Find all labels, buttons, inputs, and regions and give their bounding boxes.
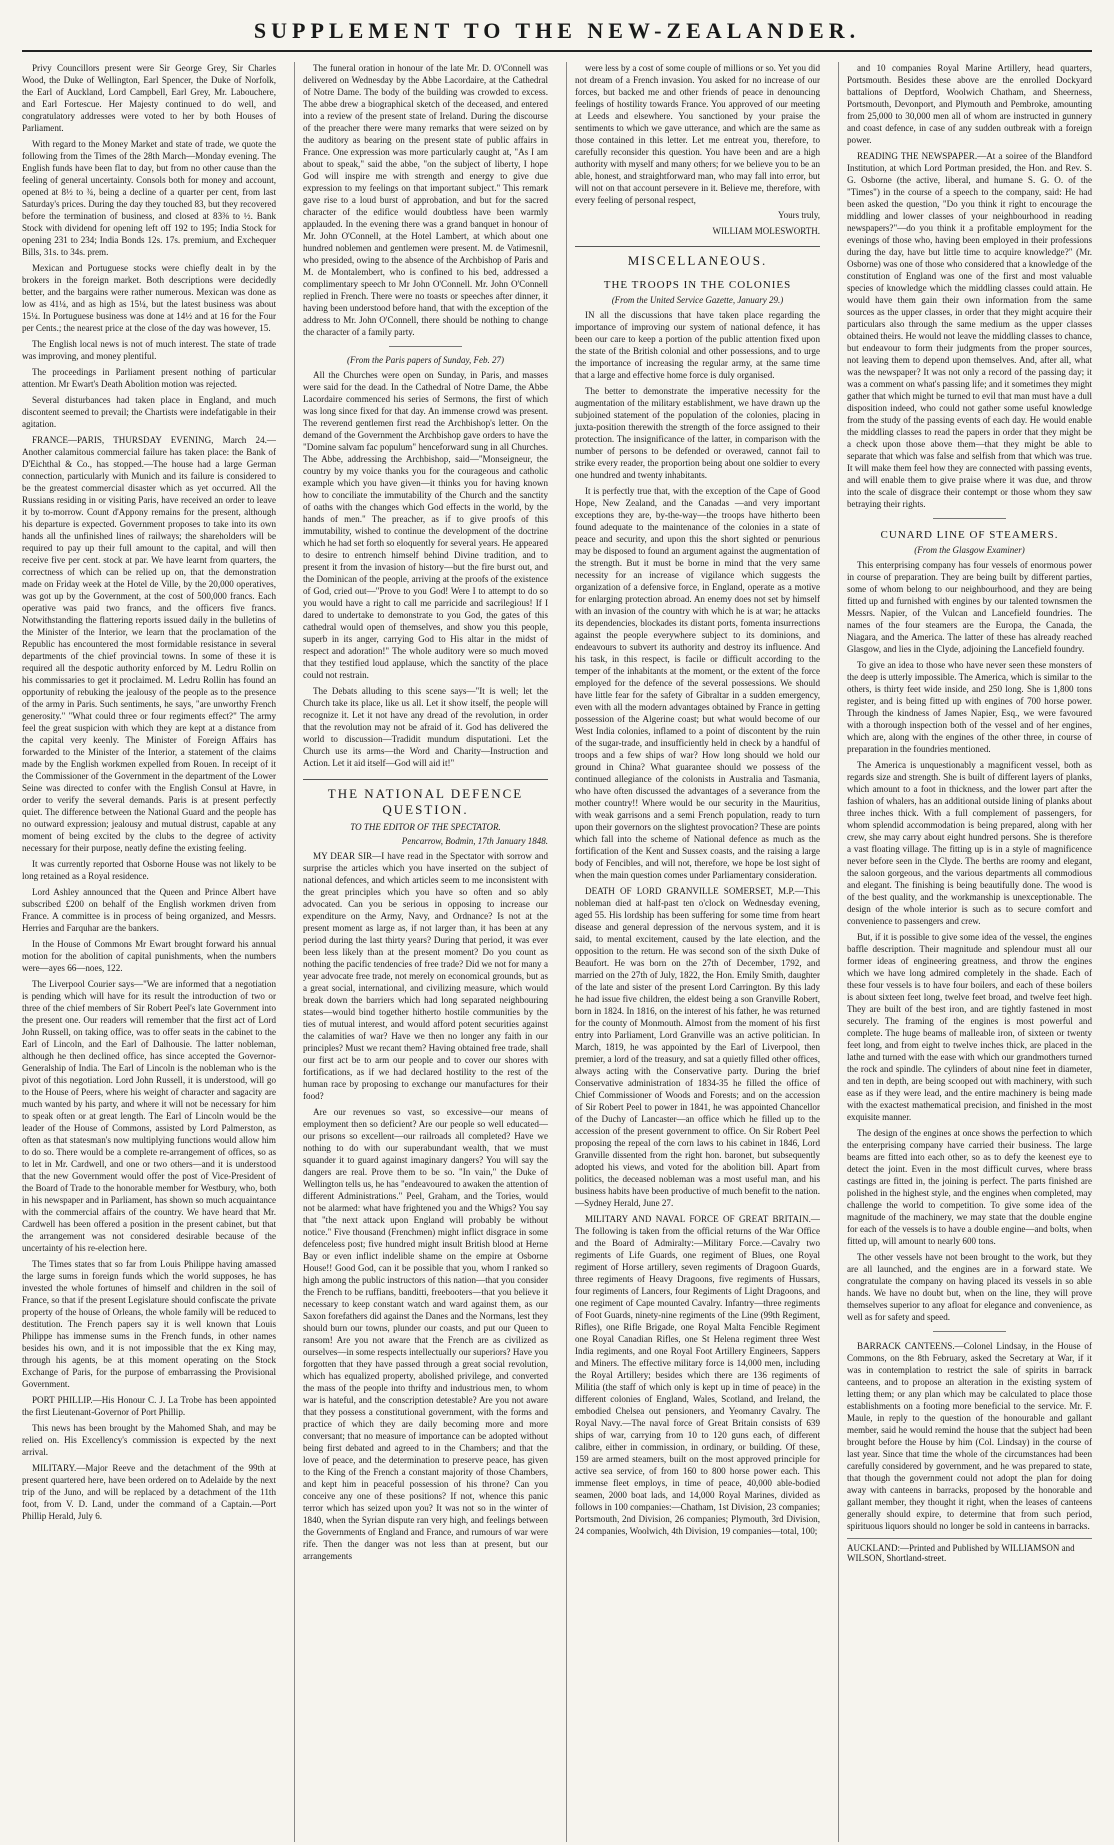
signature-name: WILLIAM MOLESWORTH. [712, 226, 820, 236]
divider [933, 1331, 1007, 1332]
section-title: THE NATIONAL DEFENCE QUESTION. [303, 779, 548, 818]
paragraph: The Liverpool Courier says—"We are informed that a negotiation is pending which will have for its result the introduction of two or three of the chief members of Sir Robert Peel's late Government into the present one. Our readers will remember that the first act of Lord John Russell, on taking office, was to offer seats in the cabinet to the Earl of Lincoln, and the Earl of Dalhousie. The latter nobleman, although he then declined office, has since accepted the Governor-Generalship of India. The Earl of Lincoln is the nobleman who is the pivot of this negotiation. Lord John Russell, it is understood, will go to the House of Peers, where his weight of character and sagacity are much wanted by his party, and where it will not be necessary for him to speak often or at great length. The Earl of Lincoln would be the leader of the House of Commons, assisted by Lord Palmerston, as often as that statesman's now multiplying functions would allow him to do so. There would be a complete re-arrangement of offices, so as to let in Mr. Cardwell, and one or two others—and it is understood that the new Government would offer the post of Vice-President of the Board of Trade to the honorable member for Westbury, who, both in his newspaper and in Parliament, has shown so much acquaintance with the commercial affairs of the country. We have heard that Mr. Cardwell has been offered a position in the present cabinet, but that the arrangement was not considered desirable because of the uncertainty of his re-election here. [22, 979, 276, 1253]
paragraph: Are our revenues so vast, so excessive—our means of employment then so deficient? Are our people so well educated—our prisons so excellent—our railroads all completed? Have we nothing to do with our superabundant wealth, that we must squander it to guard against imaginary dangers? You will say the dangers are real. Prove them to be so. "In vain," the Duke of Wellington tells us, he has "endeavoured to awaken the attention of different Administrations." Peel, Graham, and the Tories, would not be alarmed: what have frightened you and the Whigs? You say that "the next attack upon England will probably be without notice." Five thousand (Frenchmen) might inflict disgrace in some defenceless post; five hundred might insult British blood at Herne Bay or even inflict indelible shame on the empire at Osborne House!! Good God, can it be possible that you, whom I ranked so high among the public instructors of this nation—that you consider the French to be ruffians, banditti, freebooters—that you believe it necessary to keep constant watch and ward against them, as our Saxon forefathers did against the Danes and the Normans, lest they should burn our towns, plunder our coasts, and put our Queen to ransom! Are you not aware that the French are as civilized as ourselves—in some respects intellectually our superiors? Have you forgotten that they have passed through a great social revolution, which has equalized property, abolished privilege, and converted the mass of the people into thrifty and industrious men, to whom war is hateful, and the conscription detestable? Are you not aware that they possess a constitutional government, with the forms and practice of which they are daily becoming more and more conversant; that no measure of importance can be adopted without being first debated and agreed to in the Chambers; and that the love of peace, and the determination to preserve peace, has given to the King of the French a constant majority of those Chambers, and kept him in peaceful possession of his throne? Can you conceive any one of these positions? If not, whence this panic terror which has seized upon you? It was not so in the winter of 1840, when the Syrian dispute ran very high, and feelings between the Governments of England and France, and rumours of war were rife. Then the danger was not less than at present, but our arrangements [303, 1107, 548, 1561]
paragraph: The Debats alluding to this scene says—"It is well; let the Church take its place, like us all. Let it show itself, the people will recognize it. Let it not have any dread of the revolution, in order that the revolution may not be afraid of it. God has delivered the world to discussion—Tradidit mundum disputationi. Let the Church use its arms—the Word and Charity—Instruction and Action. Let it aid itself—God will aid it!" [303, 686, 548, 768]
paragraph: Lord Ashley announced that the Queen and Prince Albert have subscribed £200 on behalf of the English workmen driven from France. A committee is in process of being organized, and Messrs. Herries and Farquhar are the bankers. [22, 887, 276, 933]
masthead: SUPPLEMENT TO THE NEW-ZEALANDER. [22, 18, 1092, 52]
paragraph: Privy Councillors present were Sir George Grey, Sir Charles Wood, the Duke of Wellington, Earl Spencer, the Duke of Norfolk, the Earl of Auckland, Lord Campbell, Earl Grey, Mr. Labouchere, and Earl Fortescue. Her Majesty continued to do well, and congratulatory addresses were voted to her by both Houses of Parliament. [22, 63, 276, 133]
paragraph: DEATH OF LORD GRANVILLE SOMERSET, M.P.—This nobleman died at half-past ten o'clock on Wednesday evening, aged 55. His lordship has been suffering for some time from heart disease and general depression of the nervous system, and it is said, to mental excitement, caused by the late election, and the opposition to the return. He was second son of the sixth Duke of Beaufort. He was born on the 27th of December, 1792, and married on the 27th of July, 1822, the Hon. Emily Smith, daughter of the late and sister of the present Lord Carrington. By this lady he had issue five children, the eldest being a son Granville Robert, born in 1824. In 1816, on the interest of his father, he was returned for the county of Monmouth. Almost from the moment of his first entry into Parliament, Lord Granville was an active politician. In March, 1819, he was appointed by the Earl of Liverpool, then premier, a lord of the treasury, and sat a quietly filled other offices, always acting with the Conservative party. During the brief Conservative administration of 1834-35 he filled the office of Chief Commissioner of Woods and Forests; and on the accession of Sir Robert Peel to power in 1841, he was appointed Chancellor of the Duchy of Lancaster—an office which he filled up to the accession of the present government to office. On Sir Robert Peel proposing the repeal of the corn laws to his cabinet in 1846, Lord Granville dissented from the right hon. baronet, but subsequently adopted his views, and voted for the abolition bill. Apart from politics, the deceased nobleman was a most useful man, and his business habits have been productive of much benefit to the nation.—Sydney Herald, June 27. [575, 886, 820, 1208]
paragraph: Several disturbances had taken place in England, and much discontent seemed to prevail; the Chartists were indefatigable in their agitation. [22, 395, 276, 429]
paragraph: The proceedings in Parliament present nothing of particular attention. Mr Ewart's Death Abolition motion was rejected. [22, 367, 276, 389]
imprint: AUCKLAND:—Printed and Published by WILLIAMSON and WILSON, Shortland-street. [847, 1538, 1092, 1563]
paragraph: To give an idea to those who have never seen these monsters of the deep is utterly impossible. The America, which is similar to the others, is thirty feet wide inside, and 250 long. She is 1,800 tons register, and is being fitted up with engines of 700 horse power. Through the kindness of James Napier, Esq., we were favoured with a thorough inspection both of the vessel and of her engines, which are, along with the engines of the other three, in course of preparation in the foundries mentioned. [847, 660, 1092, 754]
paragraph: BARRACK CANTEENS.—Colonel Lindsay, in the House of Commons, on the 8th February, asked the Secretary at War, if it was in contemplation to restrict the sale of spirits in barrack canteens, and to propose an alteration in the existing system of letting them; or any plan which may be calculated to place those establishments on a footing more beneficial to the service. Mr. F. Maule, in reply to the question of the honourable and gallant member, said he would remind the house that the subject had been brought before the House by him (Col. Lindsay) in the course of last year. Since that time the whole of the circumstances had been carefully considered by government, and he was prepared to state, that though the government could not adopt the plan for doing away with canteens in barracks, proposed by the honorable and gallant member, they thought it right, when the leases of canteens generally should expire, to determine that from such period, spirituous liquors should no longer be sold in canteens in barracks. [847, 1341, 1092, 1531]
paragraph: MILITARY AND NAVAL FORCE OF GREAT BRITAIN.—The following is taken from the official returns of the War Office and the Board of Admiralty:—Military Force.—Cavalry two regiments of Life Guards, one regiment of Blues, one Royal regiment of Horse artillery, seven regiments of Dragoon Guards, three regiments of Heavy Dragoons, five regiments of Hussars, four regiments of Lancers, four Regiments of Light Dragoons, and one regiment of Cape mounted Cavalry. Infantry—three regiments of Foot Guards, ninety-nine regiments of the Line (99th Regiment, Rifles), one Rifle Brigade, one Royal Malta Fencible Regiment one Royal Canadian Rifles, one St Helena regiment three West India regiments, and one Royal Foot Artillery Engineers, Sappers and Miners. The effective military force is 14,000 men, including the Royal Artillery; besides which there are 136 regiments of Militia (the staff of which only is kept up in time of peace) in the different colonies of England, Wales, Scotland, and Ireland, the embodied Chelsea out pensioners, and Yeomanry Cavalry. The Royal Navy.—The naval force of Great Britain consists of 639 ships of war, carrying from 10 to 120 guns each, of different calibre, either in commission, in ordinary, or building. Of these, 159 are armed steamers, built on the most approved principle for active sea service, of from 160 to 800 horse power each. This immense fleet employs, in time of peace, 40,000 able-bodied seamen, 2000 boat lads, and 14,000 Royal Marines, divided as follows in 100 companies:—Chatham, 1st Division, 23 companies; Portsmouth, 2nd Division, 26 companies; Plymouth, 3rd Division, 24 companies, Woolwich, 4th Division, 19 companies—total, 100; [575, 1214, 820, 1536]
section-source: (From the Paris papers of Sunday, Feb. 27) [347, 355, 504, 365]
section-title: THE TROOPS IN THE COLONIES [603, 279, 792, 291]
paragraph: and 10 companies Royal Marine Artillery, head quarters, Portsmouth. Besides these above are the enrolled Dockyard battalions of Deptford, Woolwich Chatham, and Sheerness, Portsmouth, Devonport, and Plymouth and Pembroke, amounting from 25,000 to 30,000 men all of whom are instructed in gunnery and coast defence, in case of any sudden outbreak with a foreign power. [847, 63, 1092, 145]
paragraph: All the Churches were open on Sunday, in Paris, and masses were said for the dead. In the Cathedral of Notre Dame, the Abbe Lacordaire commenced his series of Sermons, the first of which was long since fixed for that day. An immense crowd was present. The reverend gentlemen first read the Archbishop's letter. On the demand of the Government the Archbishop gave orders to have the "Domine salvam fac populum" henceforward sung in all Churches. The Abbe, addressing the Archbishop, said—"Monseigneur, the country by my voice thanks you for the courageous and catholic example which you have given—it thinks you for having known how to conciliate the immutability of the Church and the sanctity of oaths with the changes which God effects in the world, by the hands of men." The preacher, as if to give proofs of this immutability, wished to continue the development of the doctrine which he had set forth so eloquently for several years. He appeared to desire to entrench himself behind Divine tradition, and to present it from the invasion of history—but the fire burst out, and the Dominican of the people, arriving at the proofs of the existence of God, cried out—"Prove to you God! Were I to attempt to do so you would have a right to call me parricide and sacrilegious! If I dared to undertake to demonstrate to you God, the gates of this cathedral would open of themselves, and show you this people, superb in its anger, carrying God to His altar in the midst of respect and adoration!" The whole auditory were so much moved that they testified loud applause, which the sanctity of the place could not restrain. [303, 370, 548, 680]
paragraph: The Times states that so far from Louis Philippe having amassed the large sums in foreign funds which the world supposes, he has invested the whole fortunes of himself and children in the soil of France, so that if the present Legislature should confiscate the private property of the house of Orleans, the whole family will be reduced to destitution. The French papers say it is well known that Louis Philippe has immense sums in the French funds, in other names besides his own, and it is not impossible that the ex King may, through his agents, be at this moment operating on the Stock Exchange of Paris, for the purpose of embarrassing the Provisional Government. [22, 1259, 276, 1389]
paragraph: This enterprising company has four vessels of enormous power in course of preparation. They are being built by different parties, some of whom belong to our neighbourhood, and they are being fitted up and furnished with engines by our talented townsmen the Messrs. Napier, of the Vulcan and Lancefield foundries. The names of the four steamers are the Europa, the Canada, the Niagara, and the America. The latter of these has already reached Glasgow, and lies in the Clyde, adjoining the Lancefield foundry. [847, 560, 1092, 654]
paragraph: With regard to the Money Market and state of trade, we quote the following from the Times of the 28th March—Monday evening. The English funds have been flat to day, but from no other cause than the feeling of general uncertainty. Consols both for money and account, opened at 8½ to ¾, being a decline of a quarter per cent, from last Saturday's prices. During the day they touched 83, but they recovered before the termination of business, and closed at 83⅜ to ½. Bank Stock with dividend for opening left off 192 to 195; India Stock for opening 231 to 234; India Bonds 12s. 17s. premium, and Exchequer Bills, 31s. to 34s. prem. [22, 139, 276, 257]
section-subtitle: TO THE EDITOR OF THE SPECTATOR. [350, 822, 501, 832]
paragraph: But, if it is possible to give some idea of the vessel, the engines baffle description. Their magnitude and splendour must all our former ideas of engineering greatness, and throw the engines which we have long admired completely in the shade. Each of these four vessels is to have four boilers, and each of these boilers is about sixteen feet long, twelve feet broad, and twelve feet high. They are built of the best iron, and are tightly fastened in most securely. The framing of the engines is most powerful and complete. The huge beams of malleable iron, of sixteen or twenty feet long, and from eight to twelve inches thick, are placed in the lathe and turned with the ease with which our grandmothers turned the rock and spindle. The cylinders of about nine feet in diameter, and ten in depth, are being scooped out with machinery, with such ease as if they were lead, and the entire machinery is being made with the exactest mathematical precision, and finished in the most exquisite manner. [847, 932, 1092, 1122]
paragraph: In the House of Commons Mr Ewart brought forward his annual motion for the abolition of capital punishments, when the numbers were—ayes 66—noes, 122. [22, 939, 276, 973]
paragraph: It is perfectly true that, with the exception of the Cape of Good Hope, New Zealand, and the Canadas —and very important exceptions they are, by-the-way—the troops have hitherto been found adequate to the maintenance of the colonies in a state of peace and security, and upon this the short sighted or penurious may be disposed to found an argument against the augmentation of the strength. But it must be borne in mind that the very same necessity for an increase of vigilance which suggests the organization of a defensive force, in England, operate as a motive for enlarging protection abroad. An enemy does not set by himself with an invasion of the country with which he is at war; he attacks its dependencies, blockades its distant ports, fomenta insurrections against the people everywhere subject to its dominions, and endeavours to subvert its authority and destroy its influence. And his task, in this respect, is facile or difficult according to the temper of the inhabitants at the moment, or the extent of the force employed for the defence of the several possessions. We should have little fear for the safety of Gibraltar in a sudden emergency, even with all the modern advantages obtained by France in getting possession of the Algerine coast; but what would become of our West India colonies, inflamed to a point of discontent by the ruin of the sugar-trade, and insufficiently held in check by a handful of troops and a few ships of war? How long should we hold our ground in China? What guarantee should we possess of the continued allegiance of the colonists in Australia and Tasmania, who have often discussed the advantages of a severance from the mother country!! Where would be our security in the Mauritius, with weak garrisons and a semi French population, ready to turn upon their governors on the slightest provocation? These are points which fall into the scheme of National defence as much as the fortification of the Kent and Sussex coasts, and the raising a large body of Fencibles, and will not, therefore, we hope be lost sight of when the main question comes under Parliamentary consideration. [575, 486, 820, 880]
paragraph: FRANCE—PARIS, THURSDAY EVENING, March 24.—Another calamitous commercial failure has taken place: the Bank of D'Eichthal & Co., has stopped.—The house had a large German connection, particularly with Munich and its failure is considered to be the greatest commercial disaster which as yet occurred. All the Russians residing in or visiting Paris, have received an order to leave it by to-morrow. Count d'Appony remains for the present, although his departure is expected. Government proposes to take into its own hands all the unfinished lines of railways; the shareholders will be required to pay up their full amount to the capital, and will then receive five per cent. stock at par. We have learnt from quarters, the correctness of which can be relied up on, that the demonstration made on Friday week at the Hotel de Ville, by the 20,000 operatives, was got up by the Government, at the cost of 500,000 francs. Each operative was paid two francs, and the officers five francs. Notwithstanding the flattering reports issued daily in the bulletins of the Minister of the Interior, we learn that the proclamation of the Republic has encountered the most formidable resistance in several departments of the chief provincial towns. In some of these it is required all the despotic authority enforced by M. Ledru Rollin on his commissaries to get it proclaimed. M. Ledru Rollin has found an opportunity of rebuking the jealousy of the people as to the presence of the army in Paris. Such sentiments, he says, "are unworthy French generosity." "What could three or four regiments effect?" The army feel the great suspicion with which they are kept at a distance from the capital very keenly. The Minister of Foreign Affairs has forwarded to the Minister of the Interior, a statement of the claims made by the English workmen expelled from Rouen. In receipt of it the Commissioner of the Government in the department of the Lower Seine was directed to confer with the English Consul at Havre, in order to verify the several demands. Paris is at present perfectly quiet. The difference between the National Guard and the people has no outward expression; jealousy and mutual distrust, capable at any moment of being excited by the clubs to the degree of activity necessary for their purpose, neatly define the existing feeling. [22, 435, 276, 853]
paragraph: The design of the engines at once shows the perfection to which the enterprising company have carried their business. The large beams are fitted into each other, so as to defy the keenest eye to detect the joint. Even in the most difficult curves, where brass castings are fitted in, the joining is perfect. The parts finished are polished in the highest style, and the engines when completed, may challenge the world to competition. To give some idea of the magnitude of the machinery, we may state that the double engine for each of the vessels is to have a double engine—and bolts, when fitted up, will amount to nearly 600 tons. [847, 1128, 1092, 1246]
paragraph: MY DEAR SIR—I have read in the Spectator with sorrow and surprise the articles which you have inserted on the subject of national defences, and which articles seem to me inconsistent with the great principles which you have so often and so ably advocated. Can you be serious in opposing to increase our expenditure on the Army, Navy, and Ordnance? Is not at the present moment as large as, if not larger than, it has been at any period during the last thirty years? During that period, it was ever been less likely than at the present moment? Do you count as nothing the pacific tendencies of free trade? Did we not for many a year advocate free trade, not merely on economical grounds, but as a great social, international, and civilizing measure, which would break down the barriers which had long separated neighbouring states—would bind together hitherto hostile communities by the ties of mutual interest, and would afford potent securities against the calamities of war? Have we then no longer any faith in our principles? Must we recant them? Having obtained free trade, shall our first act be to arm our people and to cover our shores with fortifications, as if we had declared hostility to the rest of the human race by proposing to exchange our manufactures for their food? [303, 851, 548, 1101]
signature-lead: Yours truly, [777, 210, 820, 220]
section-source: (From the United Service Gazette, January 29.) [611, 295, 784, 305]
paragraph: READING THE NEWSPAPER.—At a soiree of the Blandford Institution, at which Lord Portman presided, the Hon. and Rev. S. G. Osborne (the active, liberal, and humane S. G. O. of the "Times") in the course of a speech to the company, said: He had been asked the question, "Do you think it right to encourage the middling and lower classes of your neighbourhood in reading newspapers?"—do you think it a profitable employment for the evenings of those who, having been employed in their professions during the day, have but little time to acquire knowledge?" (Mr. Osborne) was one of those who considered that a knowledge of the constitution of England was one of the first and most valuable species of knowledge which the middling classes could attain. He would have them gain their own information from the same sources as the upper classes, in order that they might acquire their particulars also through the same medium as the upper classes obtained theirs. He would not leave the middling classes to chance, but endeavour to form their judgments from the proper sources, not leaving them to depend upon themselves. And, after all, what was the newspaper? It was not only a record of the passing day; it was a comment on what's passing life; and it sometimes they might gather that which might be turned to evil that man must have a dull disposition indeed, who could not gather some useful knowledge from the study of the passing events of each day. He would enable the middling classes to read the papers in order that they might be a check upon those above them—that they might be able to separate that which was false and selfish from that which was true. It will make them feel how they are connected with passing events, and will enable them to give praise where it was due, and throw into the scale of disgrace their contempt or those whom they saw betraying their rights. [847, 151, 1092, 509]
section-title: CUNARD LINE OF STEAMERS. [880, 529, 1059, 541]
dateline: Pencarrow, Bodmin, 17th January 1848. [401, 836, 548, 846]
paragraph: PORT PHILLIP.—His Honour C. J. La Trobe has been appointed the first Lieutenant-Governor of Port Phillip. [22, 1395, 276, 1417]
column-3 [566, 62, 820, 1842]
paragraph: Mexican and Portuguese stocks were chiefly dealt in by the brokers in the foreign market. Both descriptions were decidedly better, and the bargains were rather numerous. Mexican was done as low as 41¼, and as high as 15¼, but the latest business was about 15¼. In Portuguese business was done at 14½ and at 16 for the Four per Cents.; the nearest price at the close of the day was however, 15. [22, 263, 276, 333]
section-source: (From the Glasgow Examiner) [914, 545, 1025, 555]
paragraph: The better to demonstrate the imperative necessity for the augmentation of the military establishment, we have drawn up the subjoined statement of the population of the colonies, placing in juxta-position therewith the strength of the force assigned to their protection. The insignificance of the latter, in comparison with the number of persons to be defended or overawed, cannot fail to strike every reader, the proportion being about one soldier to every one hundred and twenty inhabitants. [575, 386, 820, 480]
divider [933, 518, 1007, 519]
columns [22, 62, 1092, 1842]
paragraph: IN all the discussions that have taken place regarding the importance of improving our system of national defence, it has been our care to keep a portion of the public attention fixed upon the state of the British colonial and other possessions, and to urge the importance of increasing the regular army, at the same time that a large and effective home force is duly organised. [575, 310, 820, 380]
divider [389, 346, 463, 347]
paragraph: MILITARY.—Major Reeve and the detachment of the 99th at present quartered here, have been ordered on to Adelaide by the next trip of the Juno, and will be replaced by a detachment of the 11th foot, from V. D. Land, under the command of a Captain.—Port Phillip Herald, July 6. [22, 1463, 276, 1521]
paragraph: It was currently reported that Osborne House was not likely to be long retained as a Royal residence. [22, 859, 276, 881]
paragraph: were less by a cost of some couple of millions or so. Yet you did not dream of a French invasion. You asked for no increase of our forces, but backed me and other friends of peace in denouncing feelings of hostility towards France. You approved of our meeting at Leeds and elsewhere. You sanctioned by your praise the sentiments to which we gave utterance, and which are the same as those contained in this letter. Let me entreat you, therefore, to carefully reconsider this question. You have been and are a high authority with myself and many others; for we believe you to be an able, honest, and straightforward man, who may fall into error, but will not on that account persevere in it. Believe me, therefore, with every feeling of personal respect, [575, 63, 820, 205]
paragraph: The funeral oration in honour of the late Mr. D. O'Connell was delivered on Wednesday by the Abbe Lacordaire, at the Cathedral of Notre Dame. The body of the building was crowded to excess. The abbe drew a biographical sketch of the deceased, and entered into a review of the present state of Ireland. During the discourse of the preacher there were many remarks that were seized on by the auditory as bearing on the present state of public affairs in France. One expression was more particularly caught at, "As I am about to speak," said the abbe, "on the subject of liberty, I hope God will inspire me with strength and energy to give due expression to my feelings on that important subject." This remark gave rise to a loud burst of approbation, and but for the sacred character of the edifice would doubtless have been warmly applauded. In the evening there was a grand banquet in honour of Mr. John O'Connell, at the Hotel Lambert, at which about one hundred noblemen and gentlemen were present. M. de Vatimesnil, who presided, owing to the absence of the Archbishop of Paris and M. de Montalembert, who is confined to his bed, addressed a complimentary speech to Mr John O'Connell. Mr. John O'Connell replied in French. There were no toasts or speeches after dinner, it having been understood before hand, that with the exception of the address to Mr. John O'Connell, there should be nothing to change the character of a family party. [303, 63, 548, 337]
paragraph: This news has been brought by the Mahomed Shah, and may be relied on. His Excellency's commission is expected by the next arrival. [22, 1423, 276, 1457]
column-1 [22, 62, 276, 1842]
section-title: MISCELLANEOUS. [575, 246, 820, 269]
column-2 [294, 62, 548, 1842]
paragraph: The English local news is not of much interest. The state of trade was improving, and money plentiful. [22, 339, 276, 361]
paragraph: The America is unquestionably a magnificent vessel, both as regards size and strength. She is built of different layers of planks, which amount to a foot in thickness, and the lower part after the fashion of whalers, has an additional outside lining of planks about three inches thick. With a full complement of passengers, for whom splendid accommodation is being prepared, along with her crew, she may carry about eight hundred persons. She is therefore a vast floating village. The fitting up is in a style of magnificence never before seen in the Clyde. The berths are roomy and elegant, the saloon gorgeous, and the various departments all commodious and elegant. The finishing is being beautifully done. The wood is of the best quality, and the workmanship is unexceptionable. The design of the whole interior is such as to secure comfort and convenience to passengers and crew. [847, 760, 1092, 926]
paragraph: The other vessels have not been brought to the work, but they are all launched, and the engines are in a forward state. We congratulate the company on having placed its vessels in so able hands. We have no doubt but, when on the line, they will prove themselves superior to any afloat for elegance and convenience, as well as for safety and speed. [847, 1252, 1092, 1322]
column-4 [838, 62, 1092, 1842]
